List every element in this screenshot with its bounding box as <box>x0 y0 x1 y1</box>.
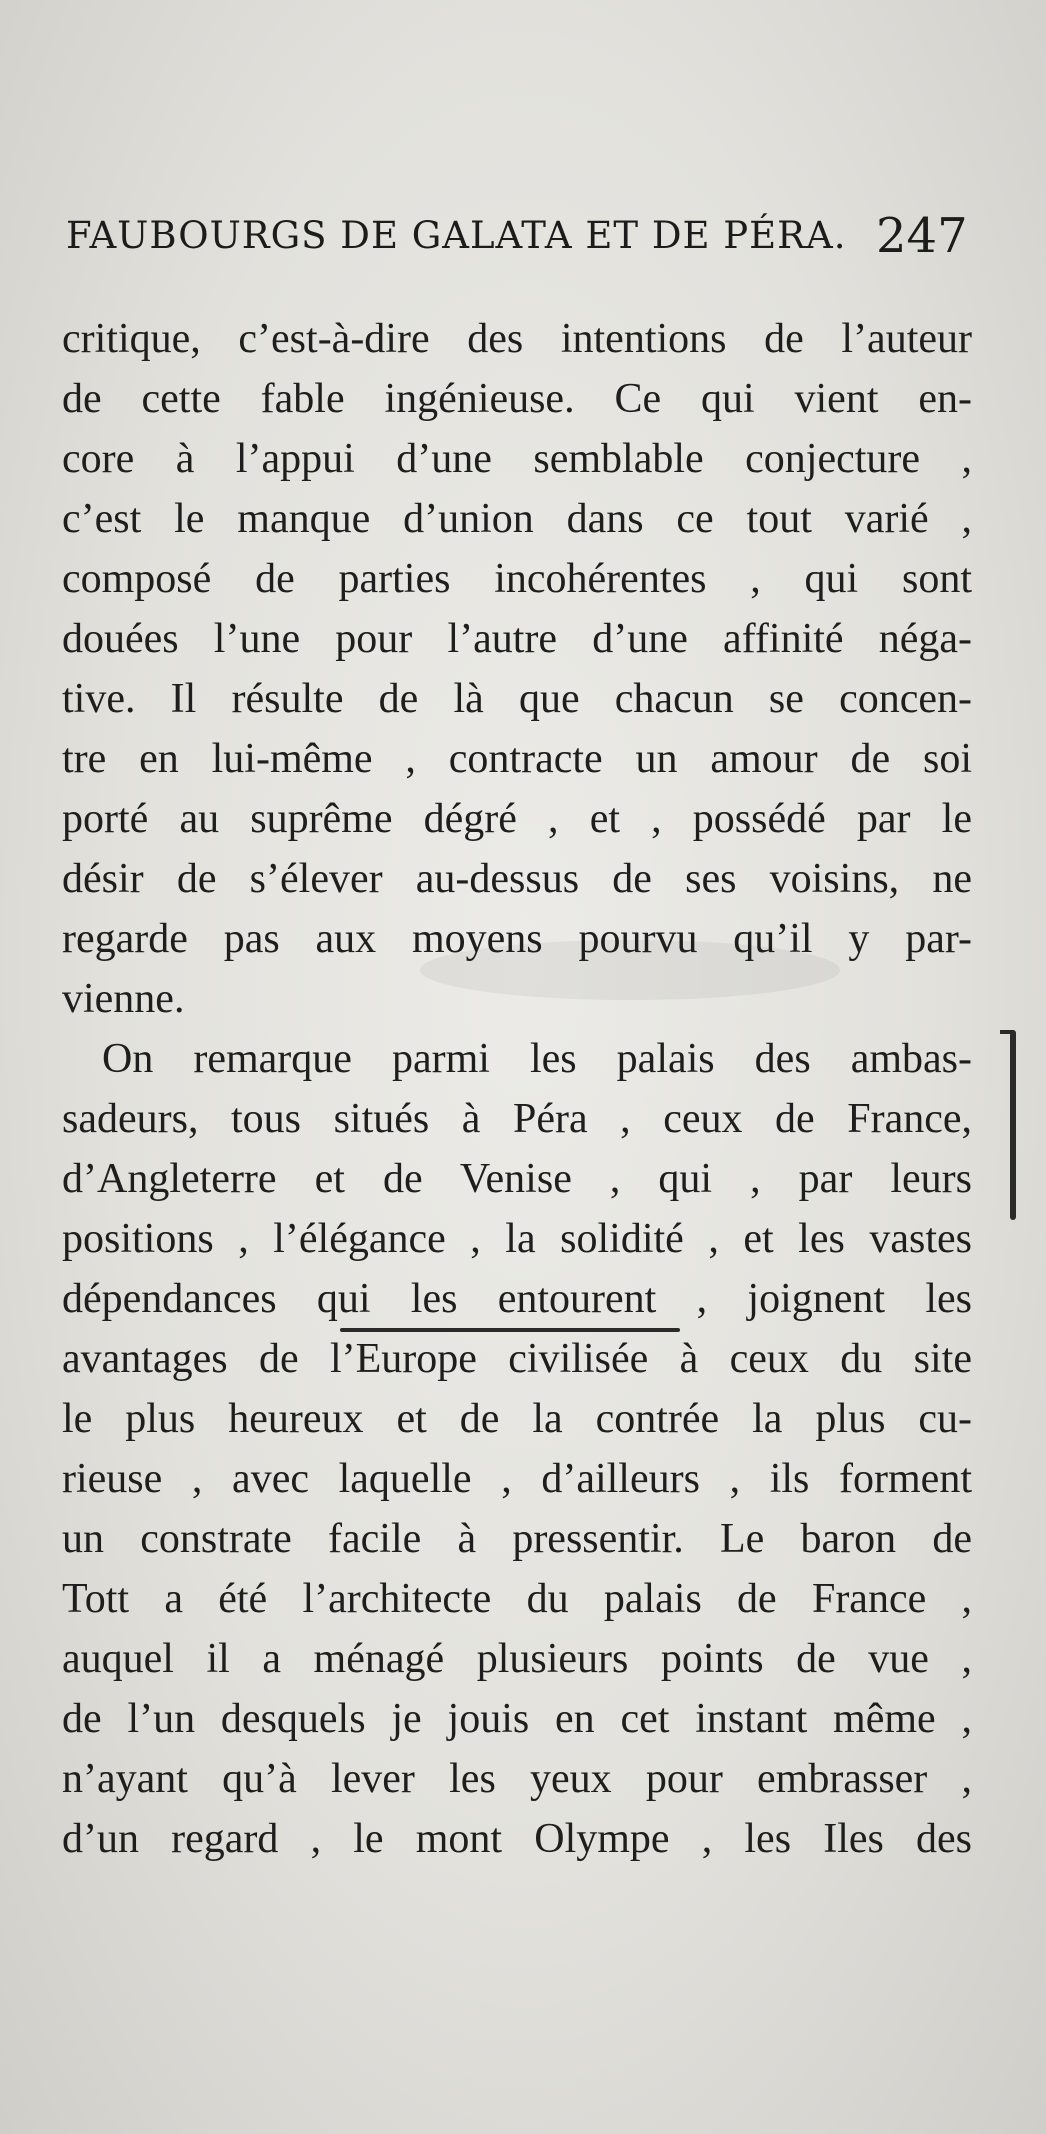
text-line: regarde pas aux moyens pourvu qu’il y par- <box>62 916 972 962</box>
text-line: c’est le manque d’union dans ce tout varié , <box>62 496 972 542</box>
text-line: le plus heureux et de la contrée la plus cu- <box>62 1396 972 1442</box>
text-line: rieuse , avec laquelle , d’ailleurs , ils forment <box>62 1456 972 1502</box>
text-line: d’un regard , le mont Olympe , les Iles des <box>62 1816 972 1862</box>
text-line: dépendances qui les entourent , joignent les <box>62 1276 972 1322</box>
text-line: positions , l’élégance , la solidité , et les vastes <box>62 1216 972 1262</box>
running-head <box>0 208 1046 294</box>
text-line: sadeurs, tous situés à Péra , ceux de France, <box>62 1096 972 1142</box>
text-line: douées l’une pour l’autre d’une affinité néga- <box>62 616 972 662</box>
text-line: core à l’appui d’une semblable conjecture , <box>62 436 972 482</box>
text-line: Tott a été l’architecte du palais de France , <box>62 1576 972 1622</box>
text-line: de l’un desquels je jouis en cet instant même , <box>62 1696 972 1742</box>
text-line: critique, c’est-à-dire des intentions de l’auteur <box>62 316 972 362</box>
text-line: tre en lui-même , contracte un amour de soi <box>62 736 972 782</box>
text-line: vienne. <box>62 976 185 1022</box>
text-line: composé de parties incohérentes , qui sont <box>62 556 972 602</box>
ink-underline-mark <box>340 1328 680 1332</box>
text-line: de cette fable ingénieuse. Ce qui vient en- <box>62 376 972 422</box>
running-head-title: FAUBOURGS DE GALATA ET DE PÉRA. <box>66 214 847 257</box>
text-line: d’Angleterre et de Venise , qui , par leurs <box>62 1156 972 1202</box>
text-line: auquel il a ménagé plusieurs points de vue , <box>62 1636 972 1682</box>
text-line: tive. Il résulte de là que chacun se concen- <box>62 676 972 722</box>
text-line: avantages de l’Europe civilisée à ceux du site <box>62 1336 972 1382</box>
page-number: 247 <box>876 208 968 264</box>
text-line: un constrate facile à pressentir. Le baron de <box>62 1516 972 1562</box>
text-line: porté au suprême dégré , et , possédé par le <box>62 796 972 842</box>
text-line: désir de s’élever au-dessus de ses voisins, ne <box>62 856 972 902</box>
margin-bracket-mark <box>1010 1030 1016 1220</box>
text-line: On remarque parmi les palais des ambas- <box>102 1036 972 1082</box>
text-line: n’ayant qu’à lever les yeux pour embrasser , <box>62 1756 972 1802</box>
